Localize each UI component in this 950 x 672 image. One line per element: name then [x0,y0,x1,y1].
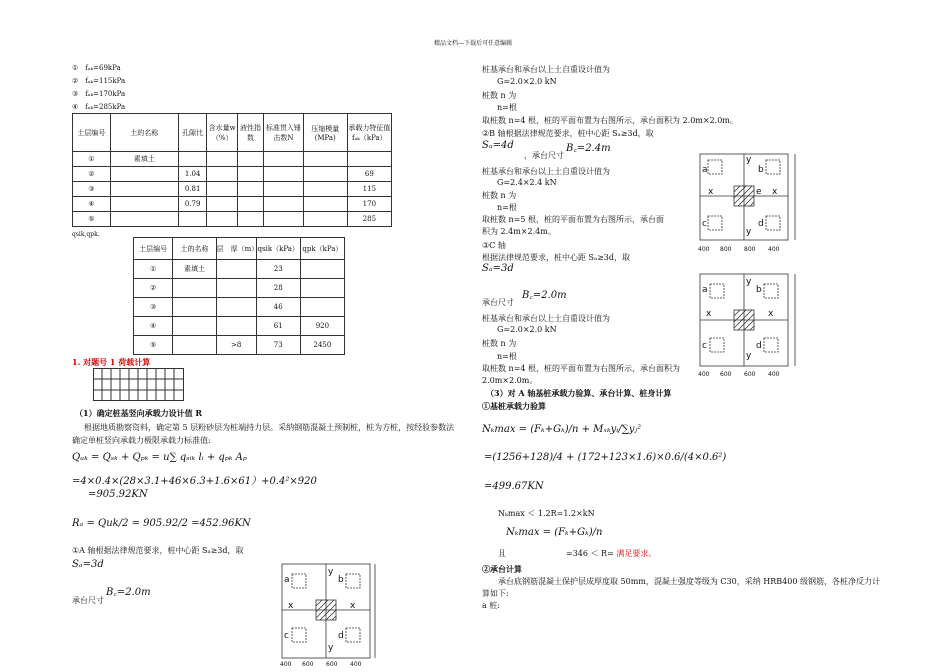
right-text: G=2.4×2.4 kN [497,178,557,187]
right-text: G=2.0×2.0 kN [497,77,557,86]
right-text: n=根 [497,103,517,112]
formula: Sₐ=3d [482,263,514,274]
table-cell: 0.81 [178,182,206,197]
table-cell [216,317,256,336]
table-cell [110,167,178,182]
section-title: 1. 对题号 1 荷载计算 [72,357,151,367]
svg-text:y: y [328,643,334,653]
pile-layout-diagram-a [280,562,386,670]
right-text: G=2.0×2.0 kN [497,325,557,334]
subsection-title: ②承台计算 [482,564,522,574]
right-text: 桩基承台和承台以上土自重设计值为 [482,314,610,323]
table-cell [303,197,347,212]
table-cell [178,212,206,227]
right-text: ②B 轴根据法律规范要求，桩中心距 Sₐ≥3d，取 [482,129,654,138]
table-cell [264,152,304,167]
paragraph: 确定单桩竖向承载力极限承载力标准值: [72,436,211,445]
soil-item-2: ② fₐₖ=115kPa [72,77,126,85]
svg-text:y: y [746,227,752,237]
dim-label: 800 [744,246,756,253]
table1-header: 含水量w（%） [207,114,238,152]
table-cell: ⑤ [134,336,173,355]
table1-header: 孔隙比 [178,114,206,152]
right-text: 承台底钢筋混凝土保护层成厚度取 50mm，混凝土强度等级为 C30，采纳 HRB400 级钢筋，各桩净反力计 [498,577,880,586]
qsik-note: qsik,qpk. [72,231,100,238]
svg-text:y: y [328,567,334,577]
table1-header: 液性指数 [237,114,263,152]
table1-header: 土的名称 [110,114,178,152]
right-text: n=根 [497,352,517,361]
table-cell [216,260,256,279]
table-cell [110,182,178,197]
table-cell [303,152,347,167]
formula: B꜀=2.4m [566,143,611,154]
pile-layout-diagram-c [698,272,806,380]
right-text: n=根 [497,203,517,212]
svg-text:a: a [702,285,708,295]
table-cell: 1.04 [178,167,206,182]
right-text: 取桩数 n=5 根，桩的平面布置为右图所示，承台面 [482,215,665,224]
formula: B꜀=2.0m [522,290,567,301]
table-cell: 素填土 [110,152,178,167]
dim-label: 400 [698,246,710,253]
svg-text:x: x [708,187,714,197]
table-cell [207,167,238,182]
table-cell [110,197,178,212]
table-cell [300,260,344,279]
svg-text:x: x [772,187,778,197]
svg-text:a: a [284,575,290,585]
table-row [73,212,392,227]
table-cell [264,182,304,197]
table-cell [173,279,216,298]
svg-text:d: d [756,341,762,351]
dim-label: 600 [302,661,314,668]
table-cell: 920 [300,317,344,336]
svg-text:d: d [338,631,344,641]
table-cell: 0.79 [178,197,206,212]
formula: Sₐ=4d [482,140,514,151]
right-text: 取桩数 n=4 根，桩的平面布置为右图所示，承台面积为 [482,364,681,373]
soil-item-4: ④ fₐₖ=285kPa [72,103,126,111]
table-cell [237,152,263,167]
sa-value: Sₐ=3d [72,559,104,570]
formula-nkmax-calc: =(1256+128)/4 + (172+123×1.6)×0.6/(4×0.6²) [484,452,727,463]
table-cell: 69 [347,167,391,182]
table1-header: 压缩模量(MPa) [303,114,347,152]
table-cell: ① [73,152,111,167]
table-cell [264,197,304,212]
axis-a-text: ①A 轴根据法律规范要求，桩中心距 Sₐ≥3d，取 [72,546,244,555]
svg-text:x: x [768,309,774,319]
table-cell: ① [134,260,173,279]
table-cell [237,212,263,227]
table-cell [237,182,263,197]
table-cell [173,317,216,336]
table-cell: 170 [347,197,391,212]
soil-item-1: ① fₐₖ=69kPa [72,64,121,72]
table-row [73,182,392,197]
table-cell [216,279,256,298]
table-cell [173,298,216,317]
dim-label: 400 [350,661,362,668]
table-cell [216,298,256,317]
right-text: 算如下: [482,589,509,598]
dim-label: 400 [280,661,292,668]
right-text: =346 ＜ R= 满足要求。 [566,549,657,558]
table-row [134,279,345,298]
table-cell: 61 [256,317,300,336]
table-cell: ② [73,167,111,182]
svg-text:c: c [702,341,707,351]
right-text: 承台尺寸 [482,298,514,307]
table-cell: 素填土 [173,260,216,279]
table2-header: 土层编号 [134,238,173,260]
table2-header: qpk（kPa） [300,238,344,260]
table-cell: 23 [256,260,300,279]
table-cell: 2450 [300,336,344,355]
svg-text:x: x [288,601,294,611]
pile-resistance-table [133,237,345,355]
table-cell [207,197,238,212]
table1-header: 承载力特征值fₐₖ（kPa） [347,114,391,152]
right-text: 桩基承台和承台以上土自重设计值为 [482,167,610,176]
pile-layout-diagram-b [698,152,806,260]
table-cell [303,182,347,197]
table-cell [207,182,238,197]
table-row [73,152,392,167]
table2-header: qsik（kPa） [256,238,300,260]
right-text: 2.0m×2.0m。 [482,376,538,385]
page-header: 精品文档---下载后可任意编辑 [434,40,513,47]
dim-label: 400 [768,371,780,378]
empty-grid-figure [93,368,185,402]
cap-size-label: 承台尺寸 [72,596,104,605]
subsection-title: ①基桩承载力验算 [482,401,546,411]
table-cell [173,336,216,355]
table-cell: ④ [73,197,111,212]
formula-calc: =4×0.4×(28×3.1+46×6.3+1.6×61）+0.4²×920 [72,476,317,487]
table-cell [300,298,344,317]
table-row [134,336,345,355]
svg-text:x: x [706,309,712,319]
bc-value: B꜀=2.0m [106,587,151,598]
svg-text:y: y [746,277,752,287]
svg-text:d: d [758,219,764,229]
right-text: ，承台尺寸 [524,151,564,160]
right-text: 且 [498,549,506,558]
table-cell: 28 [256,279,300,298]
svg-text:b: b [758,165,764,175]
svg-text:c: c [702,219,707,229]
subsection-title: （1）确定桩基竖向承载力设计值 R [75,408,202,418]
dim-label: 800 [720,246,732,253]
table-cell [264,167,304,182]
right-text: Nₖmax ＜ 1.2R=1.2×kN [498,509,595,518]
right-text: a 桩: [482,601,501,610]
formula-ra: Rₐ = Quk/2 = 905.92/2 =452.96KN [72,518,251,529]
dim-label: 400 [698,371,710,378]
table-cell: ⑤ [73,212,111,227]
svg-text:c: c [284,631,289,641]
status-text: 满足要求。 [616,549,657,558]
table-cell: ④ [134,317,173,336]
right-text: 桩数 n 为 [482,339,517,348]
subsection-title: （3）对 A 轴基桩承载力验算、承台计算、桩身计算 [486,388,672,398]
table-cell [207,212,238,227]
right-text: 积为 2.4m×2.4m。 [482,227,556,236]
table-cell [347,152,391,167]
right-text: 桩数 n 为 [482,91,517,100]
table-row [134,260,345,279]
table-row [73,197,392,212]
formula-quk: Qᵤₖ = Qₛₖ + Qₚₖ = u∑ qₛᵢₖ lᵢ + qₚₖ Aₚ [72,452,247,463]
table-row [134,298,345,317]
table-cell: 285 [347,212,391,227]
table-cell [178,152,206,167]
dim-label: 600 [326,661,338,668]
table-row [73,167,392,182]
right-text: 桩数 n 为 [482,191,517,200]
table1-header: 标准贯入锤击数N [264,114,304,152]
table-cell [237,167,263,182]
table-cell [303,167,347,182]
soil-item-3: ③ fₐₖ=170kPa [72,90,126,98]
table-cell: ② [134,279,173,298]
right-text: 根据法律规范要求，桩中心距 Sₐ≥3d，取 [482,253,631,262]
table2-header: 土的名称 [173,238,216,260]
table1-header: 土层编号 [73,114,111,152]
table2-header: 层 厚（m） [216,238,256,260]
table-row [134,317,345,336]
svg-text:e: e [756,187,762,197]
table-cell [237,197,263,212]
dim-label: 600 [744,371,756,378]
table-cell: 73 [256,336,300,355]
svg-text:a: a [702,165,708,175]
table-cell [300,279,344,298]
svg-text:b: b [756,285,762,295]
dim-label: 400 [768,246,780,253]
table-cell [207,152,238,167]
table-cell: >8 [216,336,256,355]
table-cell: ③ [73,182,111,197]
formula: Nₖmax = (Fₖ+Gₖ)/n [506,527,603,538]
svg-text:b: b [338,575,344,585]
dim-label: 600 [720,371,732,378]
right-text: 取桩数 n=4 根，桩的平面布置为右图所示，承台面积为 2.0m×2.0m。 [482,116,738,125]
table-cell [303,212,347,227]
svg-text:y: y [746,155,752,165]
table-cell [110,212,178,227]
svg-text:y: y [746,351,752,361]
svg-text:x: x [350,601,356,611]
right-text: 桩基承台和承台以上土自重设计值为 [482,65,610,74]
paragraph: 根据地质勘察资料，确定第 5 层粉砂层为桩端持力层。采纳钢筋混凝土预制桩，桩为方桩，按经验参数法 [84,423,455,432]
table-cell: 46 [256,298,300,317]
formula-nkmax-result: =499.67KN [484,481,544,492]
table-cell [264,212,304,227]
table-cell: ③ [134,298,173,317]
formula-nkmax: Nₖmax = (Fₖ+Gₖ)/n + Mₓₖyᵢ/∑yⱼ² [482,424,642,435]
right-text: ③C 轴 [482,241,506,250]
table-cell: 115 [347,182,391,197]
soil-property-table [72,113,392,227]
formula-result: =905.92KN [88,489,148,500]
